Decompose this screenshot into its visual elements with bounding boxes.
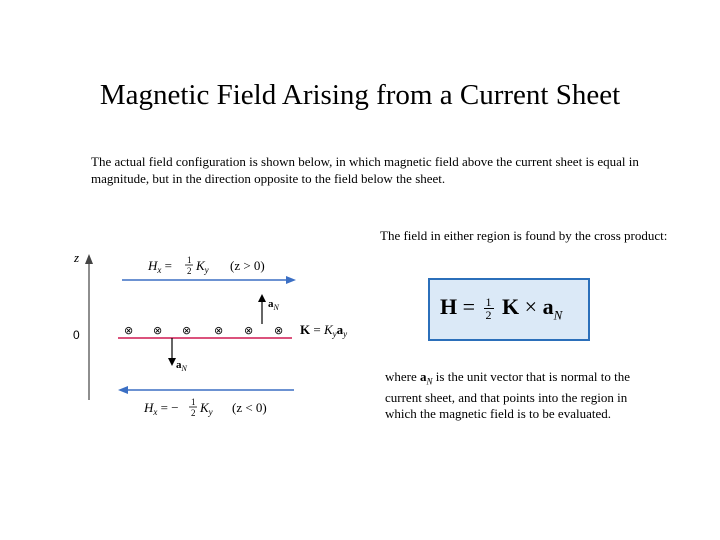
where-a: a [420, 369, 427, 384]
zero-label: 0 [73, 328, 80, 342]
upper-K-label [195, 258, 209, 275]
upper-x: x [157, 265, 162, 275]
lower-field-arrowhead [118, 386, 128, 394]
formula-numerator: 1 [485, 295, 492, 310]
cross-product-text: The field in either region is found by the cross product: [380, 228, 668, 243]
current-symbol: ⊗ [182, 324, 192, 337]
lower-frac-num: 1 [191, 397, 196, 407]
lower-x: x [153, 407, 158, 417]
formula-box [428, 278, 590, 341]
K-bold: K [300, 322, 311, 337]
lower-K: K [200, 400, 209, 415]
K-rhs-y: y [332, 329, 337, 339]
lower-eq: = − [157, 400, 179, 415]
upper-eq: = [161, 258, 172, 273]
where-pre: where [385, 369, 421, 384]
K-label [300, 322, 347, 339]
aN-up-label [268, 298, 280, 312]
lower-y: y [208, 407, 213, 417]
formula [440, 294, 562, 323]
current-sheet-diagram [60, 240, 370, 430]
where-post: is the unit vector that is normal to the current sheet, and that points into the region in which the magnetic field is to be evaluated. [385, 369, 631, 421]
lower-K-label [199, 400, 213, 417]
K-rhs-K: K [323, 322, 333, 337]
formula-fraction [484, 296, 494, 321]
upper-frac-num: 1 [187, 255, 192, 265]
aN-up-arrowhead [258, 294, 266, 302]
upper-H: H [148, 258, 158, 273]
formula-times: × [524, 294, 538, 319]
current-symbol: ⊗ [244, 324, 254, 337]
aN-down-label [176, 359, 188, 373]
current-symbol: ⊗ [124, 324, 134, 337]
current-symbol: ⊗ [214, 324, 224, 337]
lower-H: H [144, 400, 154, 415]
aN-down-N: N [181, 364, 187, 373]
formula-N-subscript: N [553, 307, 563, 323]
formula-a: a [542, 294, 554, 319]
upper-field-arrowhead [286, 276, 296, 284]
formula-H: H [440, 294, 458, 319]
upper-field-label [147, 258, 172, 275]
K-rhs-ay: y [343, 329, 348, 339]
where-paragraph [385, 369, 660, 422]
current-symbol: ⊗ [274, 324, 284, 337]
aN-down-arrowhead [168, 358, 176, 366]
formula-K: K [502, 294, 520, 319]
K-rhs-a: a [336, 322, 344, 337]
page-title: Magnetic Field Arising from a Current Sheet [99, 79, 621, 111]
lower-region-label: (z < 0) [232, 400, 267, 415]
where-N: N [426, 376, 433, 387]
z-axis-label: z [74, 250, 80, 265]
upper-region-label: (z > 0) [230, 258, 265, 273]
current-into-page-symbols [124, 324, 283, 337]
lower-field-label [143, 400, 179, 417]
upper-y: y [204, 265, 209, 275]
upper-frac-den: 2 [187, 266, 192, 276]
intro-paragraph: The actual field configuration is shown below, in which magnetic field above the current sheet is equal in magnitude, but in the direction opposite to the field below the sheet. [91, 154, 639, 186]
K-eq: = [310, 322, 324, 337]
lower-frac-den: 2 [191, 408, 196, 418]
aN-down-a: a [176, 359, 182, 371]
aN-up-N: N [273, 303, 279, 312]
current-symbol: ⊗ [153, 324, 163, 337]
formula-equals: = [462, 294, 476, 319]
aN-up-a: a [268, 298, 274, 310]
upper-K: K [196, 258, 205, 273]
z-axis-arrowhead [85, 254, 93, 264]
formula-denominator: 2 [485, 308, 492, 323]
